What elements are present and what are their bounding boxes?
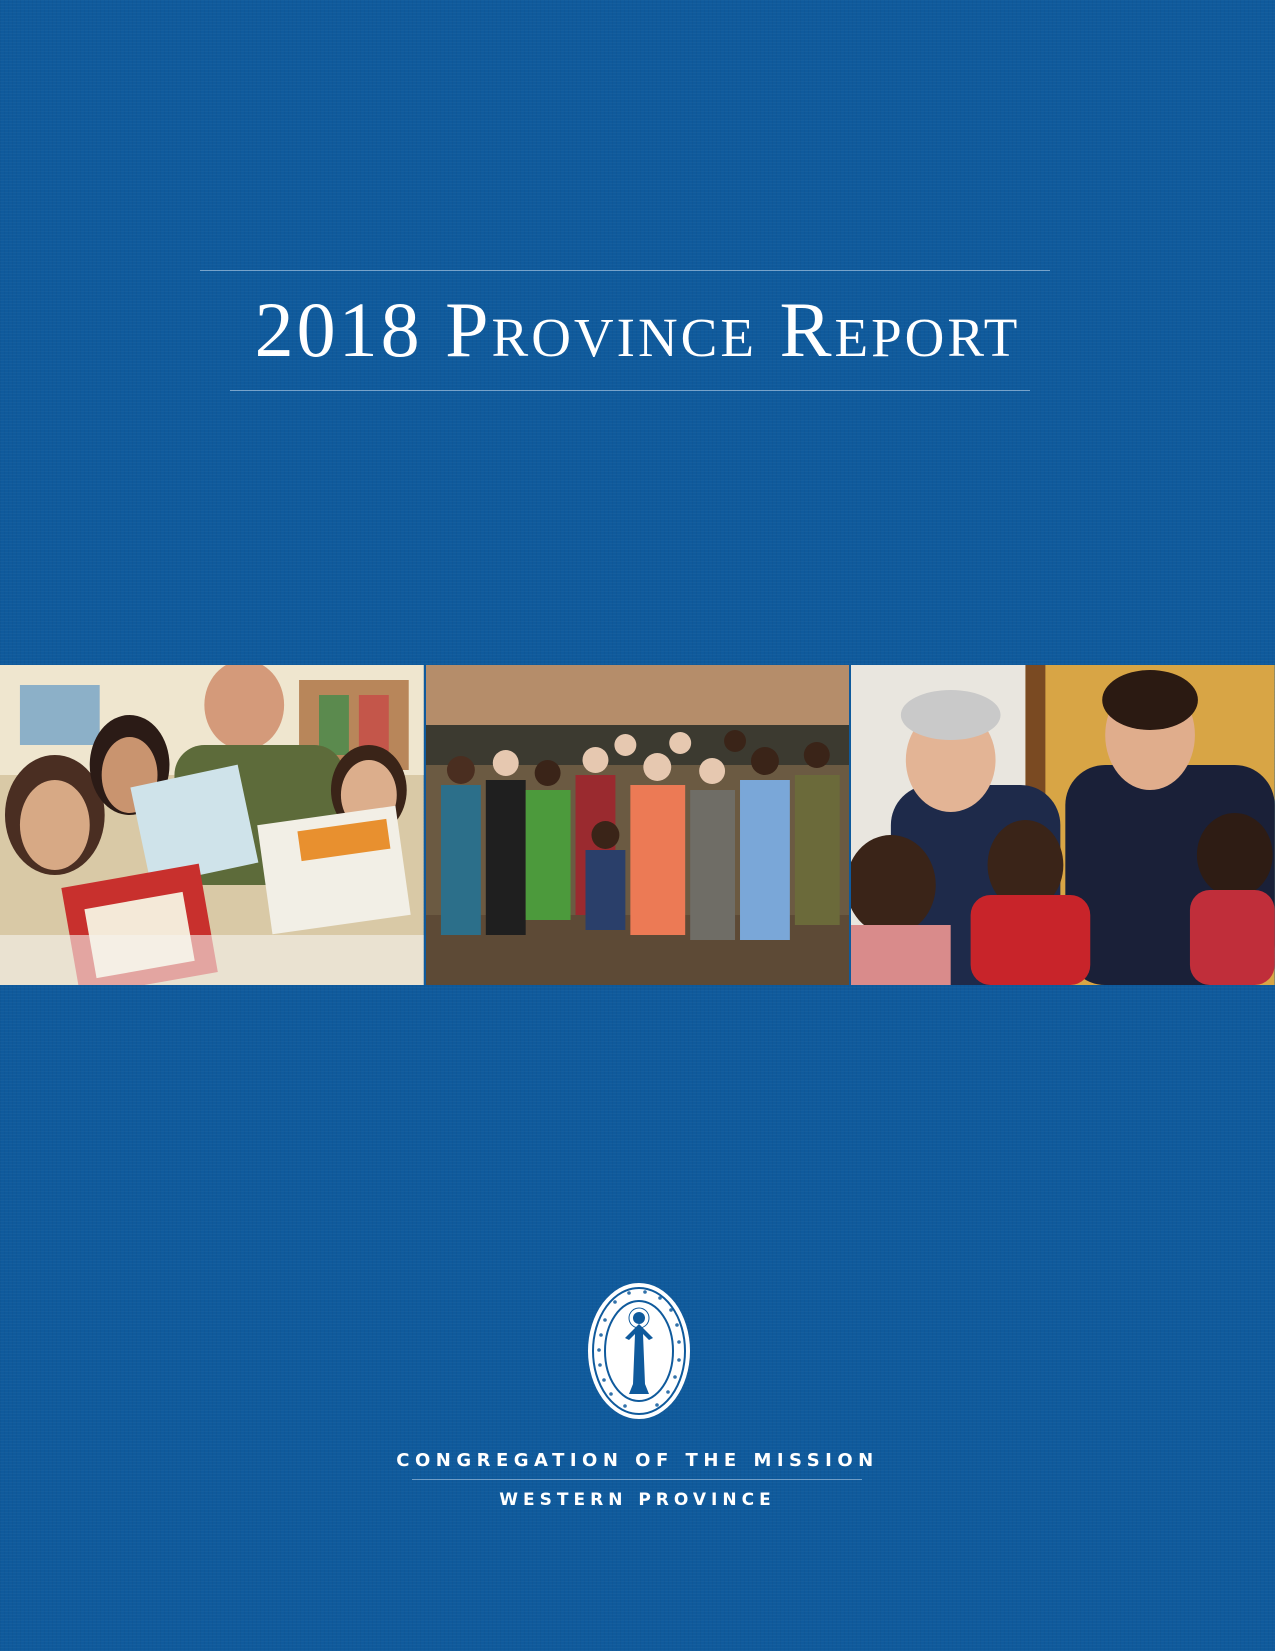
classroom-reading-photo xyxy=(0,665,424,985)
children-volunteers-photo xyxy=(849,665,1275,985)
title-rule-top xyxy=(200,270,1050,271)
mission-group-photo xyxy=(424,665,850,985)
organization-name: CONGREGATION OF THE MISSION xyxy=(396,1450,879,1471)
organization-subtitle: WESTERN PROVINCE xyxy=(499,1490,776,1510)
congregation-seal-icon xyxy=(585,1280,693,1422)
title-rule-bottom xyxy=(230,390,1030,391)
photo-strip xyxy=(0,665,1275,985)
organization-divider xyxy=(412,1479,862,1480)
page-title: 2018 Province Report xyxy=(254,286,1021,373)
